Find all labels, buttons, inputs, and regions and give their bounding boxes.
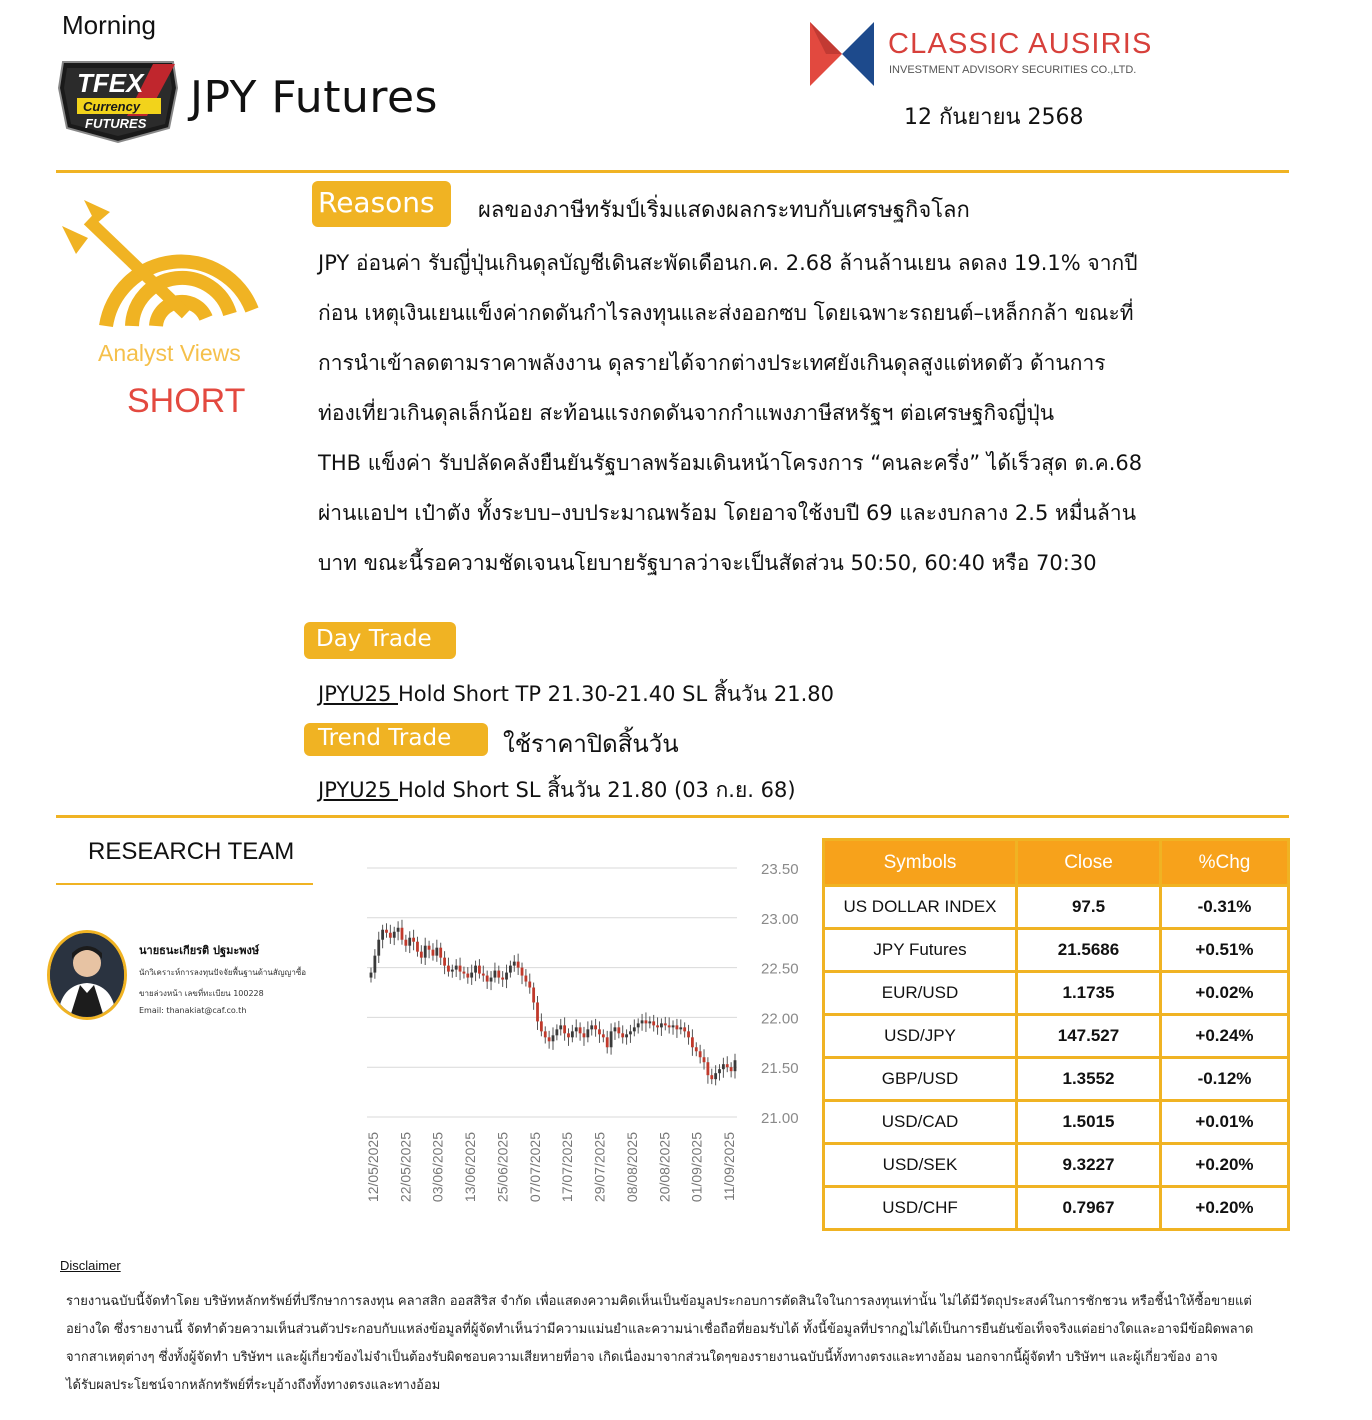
research-team-underline (56, 883, 313, 885)
candle-body (389, 933, 392, 938)
x-tick-label: 11/09/2025 (721, 1132, 737, 1202)
change-cell: +0.20% (1161, 1144, 1289, 1187)
candle-body (652, 1021, 655, 1025)
candle-body (679, 1027, 682, 1029)
reasons-headline: ผลของภาษีทรัมป์เริ่มแสดงผลกระทบกับเศรษฐกิจโลก (478, 198, 970, 223)
candle-body (474, 966, 477, 973)
reasons-paragraph (318, 238, 1268, 588)
candle-body (373, 956, 376, 973)
x-tick-label: 01/09/2025 (688, 1132, 705, 1203)
candle-body (482, 974, 485, 976)
candle-body (567, 1033, 570, 1037)
symbol-cell: USD/CHF (824, 1187, 1017, 1230)
symbol-cell: JPY Futures (824, 929, 1017, 972)
header-divider (56, 170, 1289, 173)
classic-ausiris-logo-mark (806, 18, 878, 90)
candle-body (660, 1023, 663, 1027)
candle-body (404, 940, 407, 946)
candle-body (521, 968, 524, 976)
candle-body (575, 1027, 578, 1031)
candle-body (513, 962, 516, 966)
reasons-line: การนำเข้าลดตามราคาพลังงาน ดุลรายได้จากต่างประเทศยังเกินดุลสูงแต่หดตัว ด้านการ (318, 351, 1106, 375)
candle-body (524, 976, 527, 982)
candle-body (610, 1031, 613, 1047)
x-tick-label: 20/08/2025 (656, 1132, 673, 1203)
candle-body (703, 1057, 706, 1062)
x-tick-label: 12/05/2025 (365, 1132, 381, 1203)
table-row (824, 929, 1289, 972)
candle-body (718, 1069, 721, 1073)
table-row (824, 1101, 1289, 1144)
logo-text-currency: Currency (83, 99, 141, 114)
candle-body (536, 1002, 539, 1021)
symbol-cell: USD/CAD (824, 1101, 1017, 1144)
candle-body (393, 932, 396, 938)
candle-body (416, 942, 419, 952)
candle-body (614, 1027, 617, 1031)
x-tick-label: 07/07/2025 (526, 1132, 543, 1203)
table-header-row (824, 840, 1289, 886)
column-header-symbols: Symbols (824, 840, 1017, 886)
brand-name: CLASSIC AUSIRIS (888, 28, 1153, 60)
section-divider (56, 815, 1289, 818)
disclaimer-title: Disclaimer (60, 1258, 121, 1273)
analyst-name: นายธนะเกียรติ ปฐมะพงษ์ (139, 944, 260, 957)
candle-body (706, 1062, 709, 1075)
candle-body (637, 1023, 640, 1027)
candle-body (451, 970, 454, 972)
close-cell: 97.5 (1017, 886, 1161, 929)
x-tick-label: 03/06/2025 (429, 1132, 446, 1203)
target-arrow-icon (58, 198, 263, 332)
table-row (824, 886, 1289, 929)
candle-body (381, 930, 384, 940)
candle-body (408, 938, 411, 946)
report-date: 12 กันยายน 2568 (904, 105, 1084, 130)
day-trade-recommendation (318, 678, 834, 711)
close-cell: 0.7967 (1017, 1187, 1161, 1230)
change-cell: -0.12% (1161, 1058, 1289, 1101)
candle-body (710, 1075, 713, 1079)
candle-body (668, 1025, 671, 1027)
candle-body (571, 1031, 574, 1037)
candle-body (563, 1025, 566, 1033)
reasons-tag: Reasons (312, 181, 451, 227)
candle-body (428, 946, 431, 950)
day-trade-tag: Day Trade (304, 622, 456, 659)
candle-body (579, 1027, 582, 1033)
x-tick-label: 25/06/2025 (494, 1132, 511, 1203)
close-cell: 1.3552 (1017, 1058, 1161, 1101)
candle-body (517, 962, 520, 968)
disclaimer-line: จากสาเหตุต่างๆ ซึ่งทั้งผู้จัดทำ บริษัทฯ และผู้เกี่ยวข้องไม่จำเป็นต้องรับผิดชอบความเสียหายที่อาจ เกิดเนื่องมาจากส่วนใดๆของรายงานฉบับนี้ทั้งทางตรงและทางอ้อม นอกจากนี้ผู้จัดทำ บริษัทฯ และผู้เกี่ยวข้อง อาจ (66, 1350, 1218, 1365)
symbol-cell: US DOLLAR INDEX (824, 886, 1017, 929)
close-cell: 21.5686 (1017, 929, 1161, 972)
candle-body (424, 946, 427, 958)
candle-body (540, 1021, 543, 1031)
disclaimer-line: ได้รับผลประโยชน์จากหลักทรัพย์ที่ระบุอ้างถึงทั้งทางตรงและทางอ้อม (66, 1378, 441, 1393)
disclaimer-body (66, 1288, 1276, 1400)
table-row (824, 1058, 1289, 1101)
analyst-email: Email: thanakiat@caf.co.th (139, 1006, 247, 1015)
candle-body (466, 974, 469, 978)
symbol-cell: EUR/USD (824, 972, 1017, 1015)
candle-body (617, 1027, 620, 1033)
candle-body (559, 1025, 562, 1029)
analyst-views-label: Analyst Views (98, 340, 241, 366)
column-header-close: Close (1017, 840, 1161, 886)
candle-body (443, 958, 446, 966)
trend-trade-text: Hold Short SL สิ้นวัน 21.80 (03 ก.ย. 68) (398, 778, 796, 802)
candle-body (528, 982, 531, 988)
candle-body (455, 966, 458, 970)
candle-body (447, 966, 450, 972)
close-cell: 1.5015 (1017, 1101, 1161, 1144)
y-tick-label: 22.00 (761, 1010, 799, 1028)
candle-body (490, 978, 493, 982)
reasons-line: THB แข็งค่า รับปลัดคลังยืนยันรัฐบาลพร้อมเดินหน้าโครงการ “คนละครึ่ง” ได้เร็วสุด ต.ค.68 (318, 451, 1143, 475)
x-tick-label: 08/08/2025 (623, 1132, 640, 1203)
column-header-change: %Chg (1161, 840, 1289, 886)
table-row (824, 1015, 1289, 1058)
close-cell: 9.3227 (1017, 1144, 1161, 1187)
trend-trade-recommendation (318, 774, 796, 807)
candle-body (544, 1031, 547, 1037)
candle-body (695, 1047, 698, 1051)
x-tick-label: 22/05/2025 (397, 1132, 414, 1203)
candle-body (497, 971, 500, 978)
logo-text-tfex: TFEX (77, 68, 144, 98)
trend-trade-tag: Trend Trade (304, 723, 488, 756)
change-cell: +0.01% (1161, 1101, 1289, 1144)
research-team-title: RESEARCH TEAM (88, 838, 295, 865)
symbol-cell: USD/JPY (824, 1015, 1017, 1058)
trend-trade-note: ใช้ราคาปิดสิ้นวัน (503, 730, 679, 758)
candle-body (459, 966, 462, 972)
candle-body (683, 1027, 686, 1031)
close-cell: 1.1735 (1017, 972, 1161, 1015)
candle-body (555, 1029, 558, 1035)
candle-body (648, 1021, 651, 1023)
candle-body (583, 1033, 586, 1037)
candle-body (478, 966, 481, 974)
candle-body (645, 1020, 648, 1023)
day-trade-symbol: JPYU25 (318, 682, 398, 706)
candle-body (621, 1033, 624, 1037)
candle-body (420, 952, 423, 958)
candle-body (691, 1037, 694, 1047)
x-tick-label: 29/07/2025 (591, 1132, 608, 1203)
candle-body (687, 1031, 690, 1037)
candle-body (552, 1035, 555, 1041)
candle-body (505, 973, 508, 980)
candle-body (548, 1037, 551, 1041)
candle-body (501, 978, 504, 980)
y-tick-label: 21.50 (761, 1060, 799, 1078)
reasons-line: บาท ขณะนี้รอความชัดเจนนโยบายรัฐบาลว่าจะเป็นสัดส่วน 50:50, 60:40 หรือ 70:30 (318, 551, 1097, 575)
candle-body (435, 948, 438, 956)
trend-trade-symbol: JPYU25 (318, 778, 398, 802)
candle-body (594, 1025, 597, 1029)
candle-body (625, 1034, 628, 1037)
analyst-avatar (47, 930, 127, 1020)
symbol-cell: USD/SEK (824, 1144, 1017, 1187)
candle-body (590, 1025, 593, 1029)
disclaimer-line: อย่างใด ซึ่งรายงานนี้ จัดทำด้วยความเห็นส่วนตัวประกอบกับแหล่งข้อมูลที่ผู้จัดทำเห็นว่ามีความแม่นยำและความน่าเชื่อถือที่ยอมรับได้ ทั้งนี้ข้อมูลที่ปรากฏไม่ได้เป็นการยืนยันข้อเท็จจริงแต่อย่างใดและอาจมีข้อผิดพลาด (66, 1322, 1254, 1337)
x-tick-label: 13/06/2025 (462, 1132, 479, 1203)
candle-body (606, 1037, 609, 1047)
page-title: JPY Futures (190, 72, 438, 123)
candle-body (509, 966, 512, 973)
candle-body (714, 1073, 717, 1079)
candle-body (397, 928, 400, 932)
candle-body (370, 973, 373, 978)
report-session-label: Morning (62, 10, 156, 40)
candle-body (586, 1029, 589, 1037)
candle-body (532, 988, 535, 1003)
y-tick-label: 23.50 (761, 861, 799, 878)
candle-body (602, 1034, 605, 1037)
reasons-line: ก่อน เหตุเงินเยนแข็งค่ากดดันกำไรลงทุนและส่งออกซบ โดยเฉพาะรถยนต์–เหล็กกล้า ขณะที่ (318, 301, 1134, 325)
disclaimer-line: รายงานฉบับนี้จัดทำโดย บริษัทหลักทรัพย์ที่ปรึกษาการลงทุน คลาสสิก ออสสิริส จำกัด เพื่อแสดงความคิดเห็นเป็นข้อมูลประกอบการตัดสินใจในการลงทุนเท่านั้น ไม่ได้มีวัตถุประสงค์ในการชักชวน หรือชี้นำให้ซื้อขายแต่ (66, 1294, 1252, 1309)
market-summary-table (822, 838, 1290, 1231)
candle-body (385, 930, 388, 933)
candle-body (672, 1025, 675, 1027)
table-row (824, 1187, 1289, 1230)
change-cell: +0.24% (1161, 1015, 1289, 1058)
table-row (824, 972, 1289, 1015)
candle-body (726, 1064, 729, 1067)
candle-body (641, 1020, 644, 1023)
close-cell: 147.527 (1017, 1015, 1161, 1058)
change-cell: +0.51% (1161, 929, 1289, 972)
candle-body (734, 1060, 737, 1071)
candle-body (439, 948, 442, 958)
brand-subtitle: INVESTMENT ADVISORY SECURITIES CO.,LTD. (889, 64, 1137, 76)
jpy-futures-price-chart (355, 852, 810, 1232)
position-recommendation: SHORT (127, 382, 246, 420)
reasons-line: ผ่านแอปฯ เป๋าตัง ทั้งระบบ–งบประมาณพร้อม โดยอาจใช้งบปี 69 และงบกลาง 2.5 หมื่นล้าน (318, 501, 1137, 525)
person-photo-icon (50, 933, 124, 1017)
tfex-currency-futures-logo (57, 58, 179, 144)
candle-body (463, 972, 466, 974)
candle-body (494, 971, 497, 978)
candle-body (432, 950, 435, 956)
change-cell: +0.20% (1161, 1187, 1289, 1230)
candle-body (699, 1051, 702, 1057)
candle-body (633, 1027, 636, 1031)
candle-body (676, 1025, 679, 1029)
candle-body (412, 938, 415, 942)
y-tick-label: 22.50 (761, 960, 799, 978)
x-tick-label: 17/07/2025 (559, 1132, 576, 1203)
candle-body (664, 1023, 667, 1025)
change-cell: -0.31% (1161, 886, 1289, 929)
candle-body (722, 1064, 725, 1069)
reasons-line: JPY อ่อนค่า รับญี่ปุ่นเกินดุลบัญชีเดินสะพัดเดือนก.ค. 2.68 ล้านล้านเยน ลดลง 19.1% จากปี (318, 251, 1138, 275)
day-trade-text: Hold Short TP 21.30-21.40 SL สิ้นวัน 21.80 (398, 682, 834, 706)
candle-body (629, 1031, 632, 1034)
analyst-license: ขายล่วงหน้า เลขที่ทะเบียน 100228 (139, 989, 264, 998)
logo-text-futures: FUTURES (85, 116, 147, 131)
candle-body (598, 1029, 601, 1034)
candle-body (486, 976, 489, 982)
candle-body (470, 973, 473, 978)
candle-body (377, 940, 380, 956)
symbol-cell: GBP/USD (824, 1058, 1017, 1101)
candle-body (656, 1025, 659, 1027)
candle-body (730, 1067, 733, 1071)
y-tick-label: 21.00 (761, 1110, 799, 1127)
candle-body (401, 928, 404, 940)
reasons-line: ท่องเที่ยวเกินดุลเล็กน้อย สะท้อนแรงกดดันจากกำแพงภาษีสหรัฐฯ ต่อเศรษฐกิจญี่ปุ่น (318, 401, 1055, 425)
table-row (824, 1144, 1289, 1187)
y-tick-label: 23.00 (761, 910, 799, 928)
analyst-title: นักวิเคราะห์การลงทุนปัจจัยพื้นฐานด้านสัญญาซื้อ (139, 968, 307, 977)
change-cell: +0.02% (1161, 972, 1289, 1015)
